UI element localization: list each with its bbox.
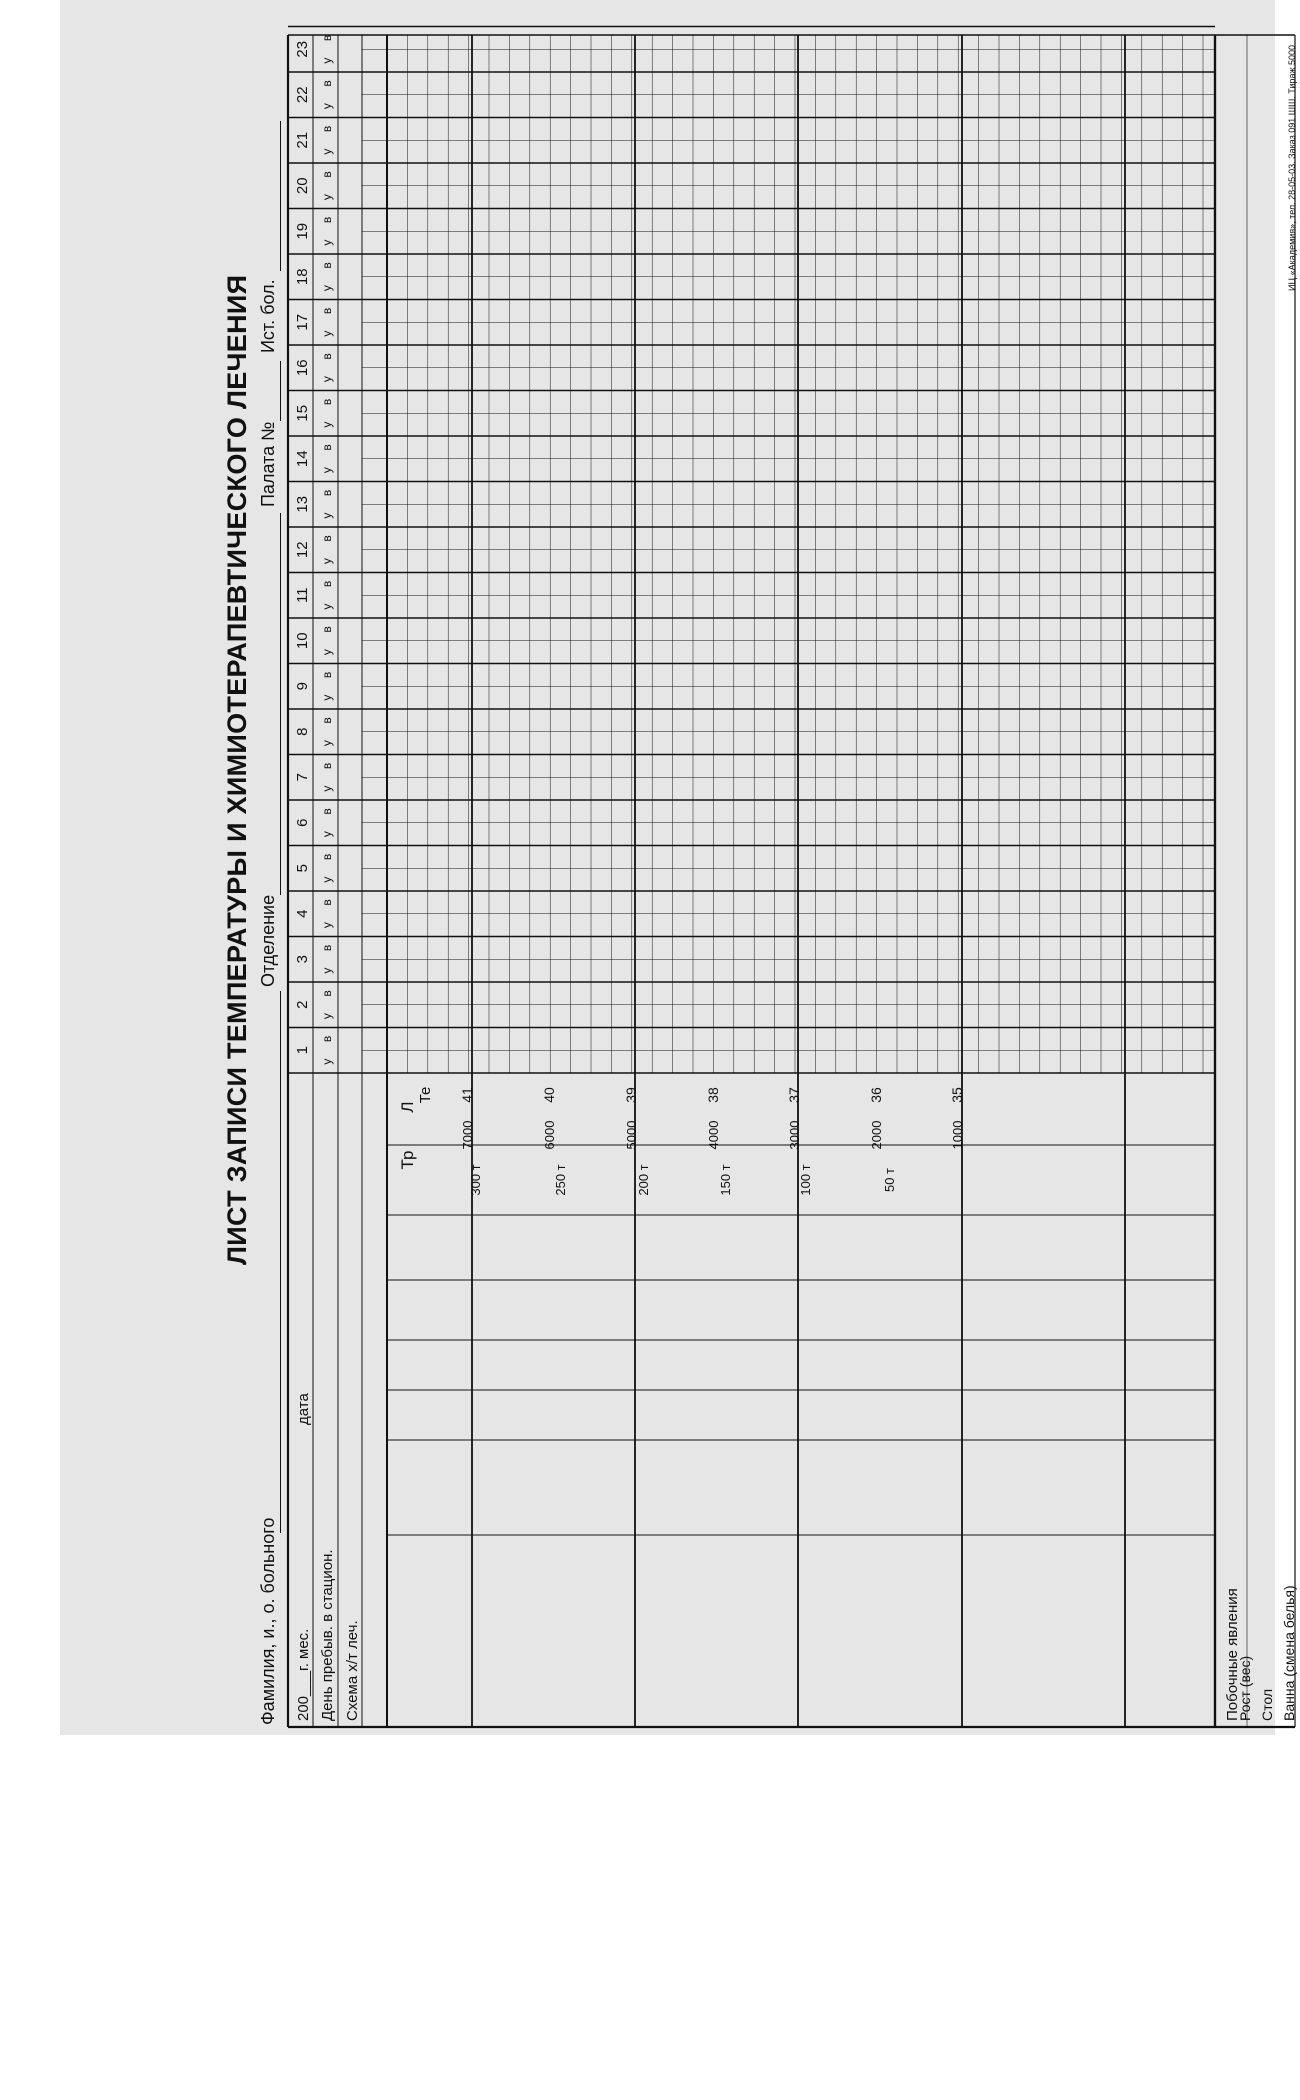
day-number: 6 [294,818,311,827]
scale-header-te: Те [417,1086,434,1104]
temperature-chart-form [210,35,1300,1735]
scale-header-tr: Тр [398,1150,417,1170]
scale-tr-tick: 200 т [636,1164,651,1196]
scale-l-tick: 5000 [624,1120,639,1150]
evening-marker: в [320,626,334,633]
day-number: 14 [294,450,311,468]
evening-marker: в [320,853,334,861]
patient-name-label: Фамилия, и., о. больного [258,1517,278,1725]
day-number: 12 [294,541,311,559]
scale-te-tick: 38 [705,1087,721,1103]
evening-marker: в [320,171,334,178]
morning-marker: у [320,1013,334,1020]
department-label: Отделение [258,894,278,987]
scale-header-l: Л [398,1101,417,1113]
scale-te-tick: 35 [949,1087,965,1103]
scale-l-tick: 1000 [950,1120,965,1150]
morning-marker: у [320,239,334,246]
evening-marker: в [320,990,334,997]
evening-marker: в [320,808,334,815]
form-title: ЛИСТ ЗАПИСИ ТЕМПЕРАТУРЫ И ХИМИОТЕРАПЕВТИЧЕСКОГО ЛЕЧЕНИЯ [222,274,252,1265]
morning-marker: у [320,194,334,201]
scale-tr-tick: 250 т [553,1164,568,1196]
evening-marker: в [320,125,334,133]
year-month-label: 200___г. мес. [295,1628,312,1721]
day-number: 20 [294,177,311,195]
day-number: 1 [294,1046,311,1055]
date-label: дата [295,1393,312,1425]
morning-marker: у [320,649,334,656]
bottom-row-label: Рост (вес) [1237,1655,1253,1721]
scale-te-tick: 36 [868,1087,884,1103]
morning-marker: у [320,421,334,428]
scale-l-tick: 4000 [706,1120,721,1150]
morning-marker: у [320,330,334,337]
day-number: 10 [294,632,311,650]
evening-marker: в [320,1035,334,1043]
scale-tr-tick: 300 т [468,1164,483,1196]
morning-marker: у [320,1058,334,1065]
evening-marker: в [320,34,334,42]
morning-marker: у [320,467,334,474]
day-number: 19 [294,222,311,240]
morning-marker: у [320,103,334,110]
day-number: 2 [294,1000,311,1009]
bottom-row-label: Стол [1259,1688,1275,1721]
morning-marker: у [320,967,334,974]
chart-grid [210,35,1300,1735]
scale-l-tick: 6000 [542,1120,557,1150]
morning-marker: у [320,376,334,383]
ward-label: Палата № [258,421,278,507]
scale-te-tick: 37 [786,1087,802,1103]
side-effects-label: Побочные явления [1224,1588,1241,1721]
evening-marker: в [320,262,334,269]
day-number: 15 [294,404,311,422]
day-number: 8 [294,727,311,736]
scale-l-tick: 7000 [460,1120,475,1150]
scale-tr-tick: 150 т [718,1164,733,1196]
morning-marker: у [320,558,334,565]
day-number: 17 [294,313,311,331]
form-paper [60,0,1297,1735]
scale-te-tick: 41 [459,1087,475,1103]
hospital-day-label: День пребыв. в стацион. [319,1549,336,1721]
scale-te-tick: 40 [541,1087,557,1103]
day-number: 5 [294,864,311,873]
day-number: 11 [294,587,311,604]
printer-imprint: ИЦ «Академия», тел. 28-05-03. Заказ 091 ШШ. Тираж 5000 [1287,45,1297,291]
day-number: 4 [294,909,311,918]
morning-marker: у [320,512,334,519]
scale-l-tick: 3000 [787,1120,802,1150]
day-number: 18 [294,268,311,286]
scale-tr-tick: 50 т [882,1167,897,1193]
evening-marker: в [320,717,334,724]
morning-marker: у [320,876,334,883]
evening-marker: в [320,535,334,542]
evening-marker: в [320,762,334,770]
morning-marker: у [320,285,334,292]
day-number: 23 [294,40,311,58]
morning-marker: у [320,922,334,929]
morning-marker: у [320,785,334,792]
scale-te-tick: 39 [623,1087,639,1103]
day-number: 22 [294,86,311,104]
day-number: 13 [294,495,311,513]
evening-marker: в [320,353,334,360]
morning-marker: у [320,831,334,838]
evening-marker: в [320,398,334,406]
evening-marker: в [320,944,334,952]
case-history-label: Ист. бол. [258,279,278,353]
evening-marker: в [320,899,334,906]
evening-marker: в [320,444,334,451]
evening-marker: в [320,307,334,315]
morning-marker: у [320,694,334,701]
morning-marker: у [320,603,334,610]
evening-marker: в [320,216,334,224]
scale-l-tick: 2000 [869,1120,884,1150]
morning-marker: у [320,740,334,747]
evening-marker: в [320,671,334,679]
day-number: 21 [294,131,311,149]
day-number: 7 [294,773,311,782]
scale-tr-tick: 100 т [798,1164,813,1196]
day-number: 3 [294,955,311,964]
evening-marker: в [320,580,334,588]
evening-marker: в [320,80,334,87]
evening-marker: в [320,489,334,497]
day-number: 9 [294,682,311,691]
treatment-scheme-label: Схема х/т леч. [344,1620,361,1721]
day-number: 16 [294,359,311,377]
morning-marker: у [320,57,334,64]
bottom-row-label: Ванна (смена белья) [1281,1585,1297,1721]
morning-marker: у [320,148,334,155]
